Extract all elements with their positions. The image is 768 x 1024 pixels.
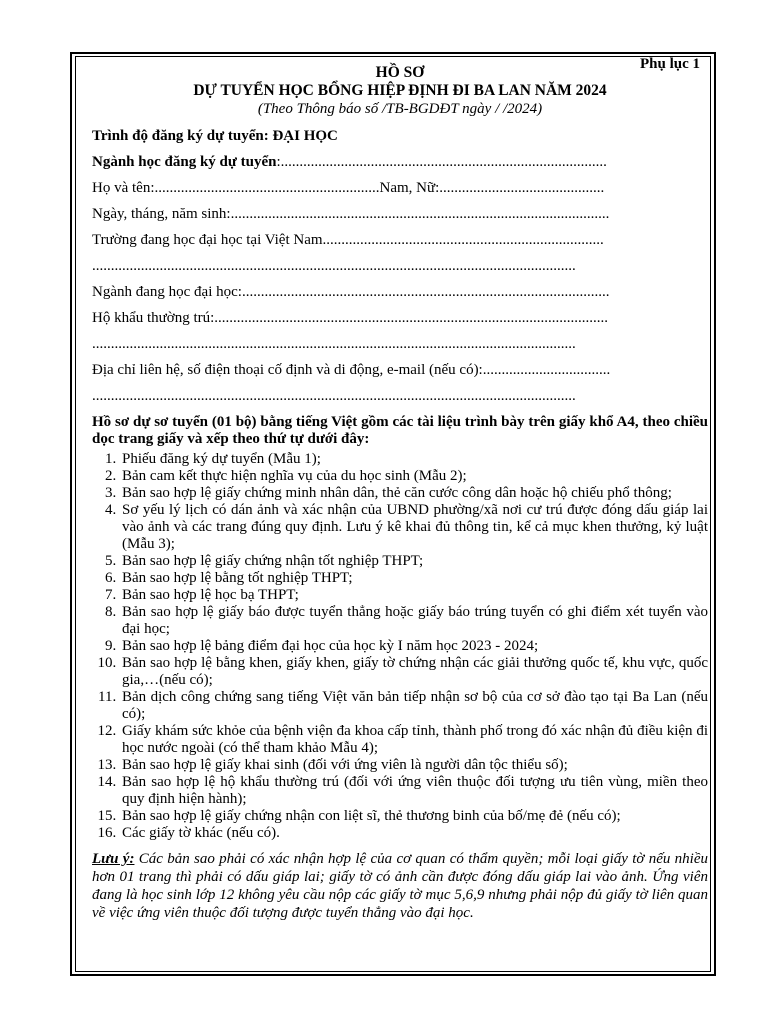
- list-item: 11. Bản dịch công chứng sang tiếng Việt văn bản tiếp nhận sơ bộ của cơ sở đào tạo tại Ba Lan (nếu có);: [120, 689, 708, 723]
- level-value: : ĐẠI HỌC: [263, 128, 338, 144]
- current-major-field: Ngành đang học đại học:..................................................................................................: [92, 284, 610, 300]
- level-field: [92, 126, 708, 152]
- name-field: Họ và tên:............................................................Nam, Nữ:............................................: [92, 180, 605, 196]
- contact-field-continued: .................................................................................................................................: [92, 388, 576, 404]
- list-item: 7. Bản sao hợp lệ học bạ THPT;: [120, 587, 708, 604]
- list-item: 10. Bản sao hợp lệ bằng khen, giấy khen, giấy tờ chứng nhận các giải thưởng quốc tế, khu vực, quốc gia,…(nếu có);: [120, 655, 708, 689]
- list-item: 16. Các giấy tờ khác (nếu có).: [120, 825, 708, 842]
- level-label: Trình độ đăng ký dự tuyển: [92, 128, 264, 144]
- document-body: [92, 64, 708, 922]
- appendix-label: Phụ lục 1: [639, 56, 700, 72]
- residence-field-continued: .................................................................................................................................: [92, 336, 576, 352]
- list-item: 14. Bản sao hợp lệ hộ khẩu thường trú (đối với ứng viên thuộc đối tượng ưu tiên vùng, miền theo quy định hiện hành);: [120, 774, 708, 808]
- note-label: Lưu ý:: [92, 851, 135, 867]
- list-item: 2. Bản cam kết thực hiện nghĩa vụ của du học sinh (Mẫu 2);: [120, 468, 708, 485]
- school-field: Trường đang học đại học tại Việt Nam...........................................................................: [92, 232, 604, 248]
- list-item: 4. Sơ yếu lý lịch có dán ảnh và xác nhận của UBND phường/xã nơi cư trú được đóng dấu giáp lai vào ảnh và các trang đúng quy định. Lưu ý kê khai đủ thông tin, kể cả mục khen thưởng, kỷ luật (Mẫu 3);: [120, 502, 708, 553]
- note-text: Các bản sao phải có xác nhận hợp lệ của cơ quan có thẩm quyền; mỗi loại giấy tờ nếu nhiều hơn 01 trang thì phải có dấu giáp lai; giấy tờ có ảnh cần được đóng dấu giáp lai vào ảnh. Ứng viên đang là học sinh lớp 12 không yêu cầu nộp các giấy tờ mục 5,6,9 nhưng phải nộp đủ giấy tờ liên quan về việc ứng viên thuộc đối tượng được tuyển thẳng vào đại học.: [92, 851, 708, 921]
- instructions-heading: Hồ sơ dự sơ tuyển (01 bộ) bằng tiếng Việt gồm các tài liệu trình bày trên giấy khổ A4, theo chiều dọc trang giấy và xếp theo thứ tự dưới đây:: [92, 414, 708, 447]
- list-item: 15. Bản sao hợp lệ giấy chứng nhận con liệt sĩ, thẻ thương binh của bố/mẹ đẻ (nếu có);: [120, 808, 708, 825]
- dob-field: Ngày, tháng, năm sinh:.....................................................................................................: [92, 206, 610, 222]
- list-item: 3. Bản sao hợp lệ giấy chứng minh nhân dân, thẻ căn cước công dân hoặc hộ chiếu phổ thông;: [120, 485, 708, 502]
- list-item: 13. Bản sao hợp lệ giấy khai sinh (đối với ứng viên là người dân tộc thiểu số);: [120, 757, 708, 774]
- title-ho-so: HỒ SƠ: [375, 64, 425, 81]
- contact-field: Địa chỉ liên hệ, số điện thoại cố định và di động, e-mail (nếu có):..................................: [92, 362, 611, 378]
- title-main: DỰ TUYỂN HỌC BỔNG HIỆP ĐỊNH ĐI BA LAN NĂM 2024: [193, 82, 607, 99]
- residence-field: Hộ khẩu thường trú:.........................................................................................................: [92, 310, 609, 326]
- list-item: 8. Bản sao hợp lệ giấy báo được tuyển thẳng hoặc giấy báo trúng tuyển có ghi điểm xét tuyển vào đại học;: [120, 604, 708, 638]
- list-item: 12. Giấy khám sức khỏe của bệnh viện đa khoa cấp tỉnh, thành phố trong đó xác nhận đủ điều kiện đi học nước ngoài (có thể tham khảo Mẫu 4);: [120, 723, 708, 757]
- list-item: 5. Bản sao hợp lệ giấy chứng nhận tốt nghiệp THPT;: [120, 553, 708, 570]
- note-paragraph: [92, 850, 708, 922]
- document-list: [92, 451, 708, 842]
- major-field: [92, 152, 708, 178]
- subtitle-reference: (Theo Thông báo số /TB-BGDĐT ngày / /2024): [257, 101, 543, 117]
- school-field-continued: .................................................................................................................................: [92, 258, 576, 274]
- major-dots: :.......................................................................................: [276, 154, 607, 170]
- major-label: Ngành học đăng ký dự tuyển: [92, 154, 277, 170]
- list-item: 6. Bản sao hợp lệ bằng tốt nghiệp THPT;: [120, 570, 708, 587]
- list-item: 1. Phiếu đăng ký dự tuyển (Mẫu 1);: [120, 451, 708, 468]
- list-item: 9. Bản sao hợp lệ bảng điểm đại học của học kỳ I năm học 2023 - 2024;: [120, 638, 708, 655]
